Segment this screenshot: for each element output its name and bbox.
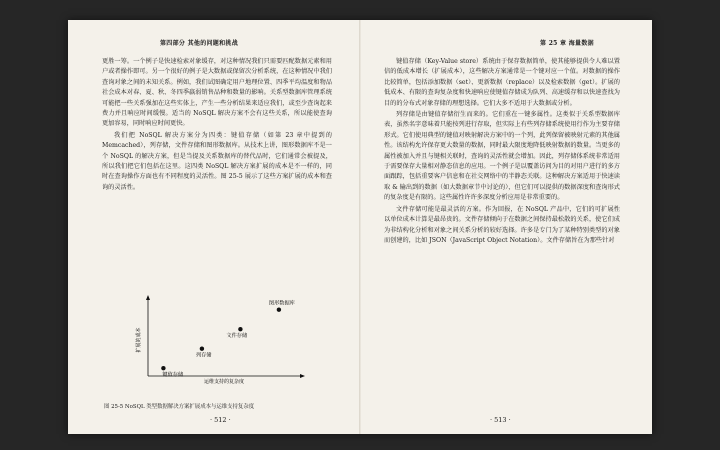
left-paragraph-2: 我们把 NoSQL 解决方案分为四类：键值存储（如第 23 章中提到的 Memcached），列存储，文件存储和图形数据库。从技术上讲，图形数据库不是一个 NoSQL 的解决方案，但是当提及关系数据库的替代品时，它们通常会被提及，所以我们把它们包括在这里。这四类 NoSQL 解决方案扩展的成本是不一样的，同时在查询操作方面也有不同程度的灵活性。图 25-5 展示了这些方案扩展的成本和查询的灵活性。 <box>102 131 332 191</box>
left-paragraph-1: 更胜一筹。一个例子是快速检索对象缓存，对这种情况我们只需要匹配数据元素和用户或者操作即可。另一个很好的例子是大数据或保留次分析系统，在这种情况中我们查询对象之间的未知关系。例如，我们试图确定用户地理位置、四季平均温度和物品社会成本对春、夏、秋、冬四季羸弱销售品种和数量的影响。关系型数据库管理系统可能把一些关系强加在这些实体上，产生一些分析结果来适应我们，或至少查询起来费力并且响应时间缓慢。适当的 NoSQL 解决方案不会有这些关系，所以能使查询更加容易，同时响应时间更快。 <box>102 58 332 128</box>
point-document-store <box>238 327 242 331</box>
right-paragraph-3: 文件存储可能是最灵活的方案。作为回报，在 NoSQL 产品中，它们的可扩展性以单位成本计算是最昂贵的。文件存储倾向于在数据之间保持最松散的关系，使它们成为非结构化分析和对象之间关系分析的较好选择。许多是专门为了某种特别类型的对象而创建的，比如 JSON（JavaScript Object Notation）。文件存储旨在为那些针对 <box>384 205 620 244</box>
left-body-text <box>102 57 332 193</box>
running-head-right: 第 25 章 海量数据 <box>540 40 594 47</box>
page-number-left: · 512 · <box>210 416 231 424</box>
right-paragraph-1: 键值存储（Key-Value store）系统由于保存数据简单，使其能够提供令人难以置信的低成本增长（扩展成本），这些解决方案通常是一个键对应一个值。对数据的操作比较简单，包括添加数据（set）、更新数据（replace）以及检索数据（get）。扩展的低成本、有限的查询复杂度和快速响应使键值存储成为队列、高速缓存和以快速查找为目的的分布式对象存储的理想选择。它们大多不适用于大数据或分析。 <box>384 58 620 107</box>
gutter <box>359 20 361 434</box>
y-axis-label: 扩展的成本 <box>136 327 142 353</box>
figure-caption: 图 25-5 NoSQL 类型数据解决方案扩展成本与运维支持复杂度 <box>104 404 255 410</box>
running-head-left: 第四部分 其他的问题和挑战 <box>160 40 238 47</box>
point-graph-database <box>277 308 281 312</box>
figure-25-5-chart <box>112 292 312 384</box>
left-page <box>68 20 358 434</box>
book-spread <box>68 20 652 434</box>
point-column-store <box>200 347 204 351</box>
right-body-text <box>384 57 620 246</box>
label-column-store: 列存储 <box>195 352 212 359</box>
label-document-store: 文件存储 <box>226 333 248 340</box>
y-axis-arrow <box>146 295 150 300</box>
right-paragraph-2: 列存储是由键值存储衍生而来的。它们重在一键多属性。这类似于关系型数据库表，虽然名字意味着只能按列进行存取，但实际上有些列存储系统使用行作为主要存储形式。它们使用典型的键值对映射解决方案中的一个列，此列保留被映射元素的其他属性。该结构允许保存更大数量的数据，同时最大限度地降低映射数据的数量。当更多的属性被加入并且与键相关联时，查询的灵活性就会增加。因此，列存储体系统非常适用于需要保存大量相对静态信息的应用。一个例子是以覆盖访问为目的对用户进行的多方面跟踪，包括重要客户信息和在社交网络中的半静态关联。这种解决方案适用于快速读取 & 输出到的数据（如大数据章节中讨论的），但它们可以提供的数据深度和查询形式的复杂度是有限的。这些属性许许多深度分析应用是非常重要的。 <box>384 111 620 202</box>
label-key-value: 键值存储 <box>162 372 184 379</box>
point-key-value <box>161 366 165 370</box>
x-axis-arrow <box>300 374 305 378</box>
page-number-right: · 513 · <box>490 416 511 424</box>
right-page <box>362 20 652 434</box>
x-axis-label: 运维支持的复杂度 <box>203 379 245 384</box>
label-graph-database: 图形数据库 <box>268 300 295 307</box>
